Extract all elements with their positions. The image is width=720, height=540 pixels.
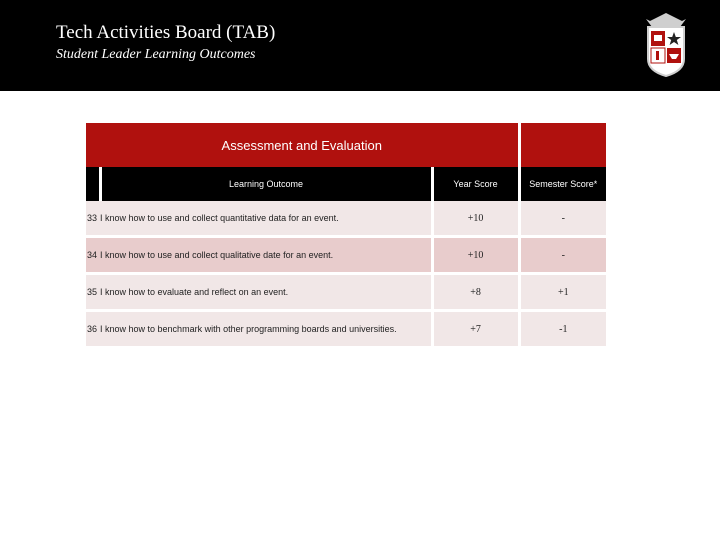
outcome-number: 35 xyxy=(87,287,98,297)
outcome-cell xyxy=(86,311,432,348)
col-header-year: Year Score xyxy=(432,167,519,201)
outcome-number: 36 xyxy=(87,324,98,334)
header-stub xyxy=(86,167,100,201)
year-score: +7 xyxy=(432,311,519,348)
year-score: +8 xyxy=(432,274,519,311)
band-spacer xyxy=(519,123,606,167)
outcome-cell xyxy=(86,201,432,237)
slide-header xyxy=(0,0,720,91)
outcome-cell xyxy=(86,237,432,274)
year-score: +10 xyxy=(432,237,519,274)
assessment-table xyxy=(86,123,606,349)
university-seal-icon xyxy=(640,9,692,77)
table-row xyxy=(86,201,606,237)
semester-score: -1 xyxy=(519,311,606,348)
outcome-number: 33 xyxy=(87,213,98,223)
outcome-number: 34 xyxy=(87,250,98,260)
table-row xyxy=(86,311,606,348)
outcome-text: I know how to use and collect quantitative data for an event. xyxy=(100,213,339,223)
slide-subtitle: Student Leader Learning Outcomes xyxy=(56,47,256,62)
band-title: Assessment and Evaluation xyxy=(86,123,519,167)
semester-score: - xyxy=(519,237,606,274)
year-score: +10 xyxy=(432,201,519,237)
outcome-text: I know how to evaluate and reflect on an event. xyxy=(100,287,289,297)
table-row xyxy=(86,237,606,274)
table-band xyxy=(86,123,606,167)
slide-title: Tech Activities Board (TAB) xyxy=(56,22,276,43)
table-header-row xyxy=(86,167,606,201)
col-header-outcome: Learning Outcome xyxy=(100,167,432,201)
outcome-text: I know how to benchmark with other programming boards and universities. xyxy=(100,324,397,334)
semester-score: - xyxy=(519,201,606,237)
col-header-semester: Semester Score* xyxy=(519,167,606,201)
semester-score: +1 xyxy=(519,274,606,311)
outcome-text: I know how to use and collect qualitative date for an event. xyxy=(100,250,334,260)
outcome-cell xyxy=(86,274,432,311)
table-row xyxy=(86,274,606,311)
